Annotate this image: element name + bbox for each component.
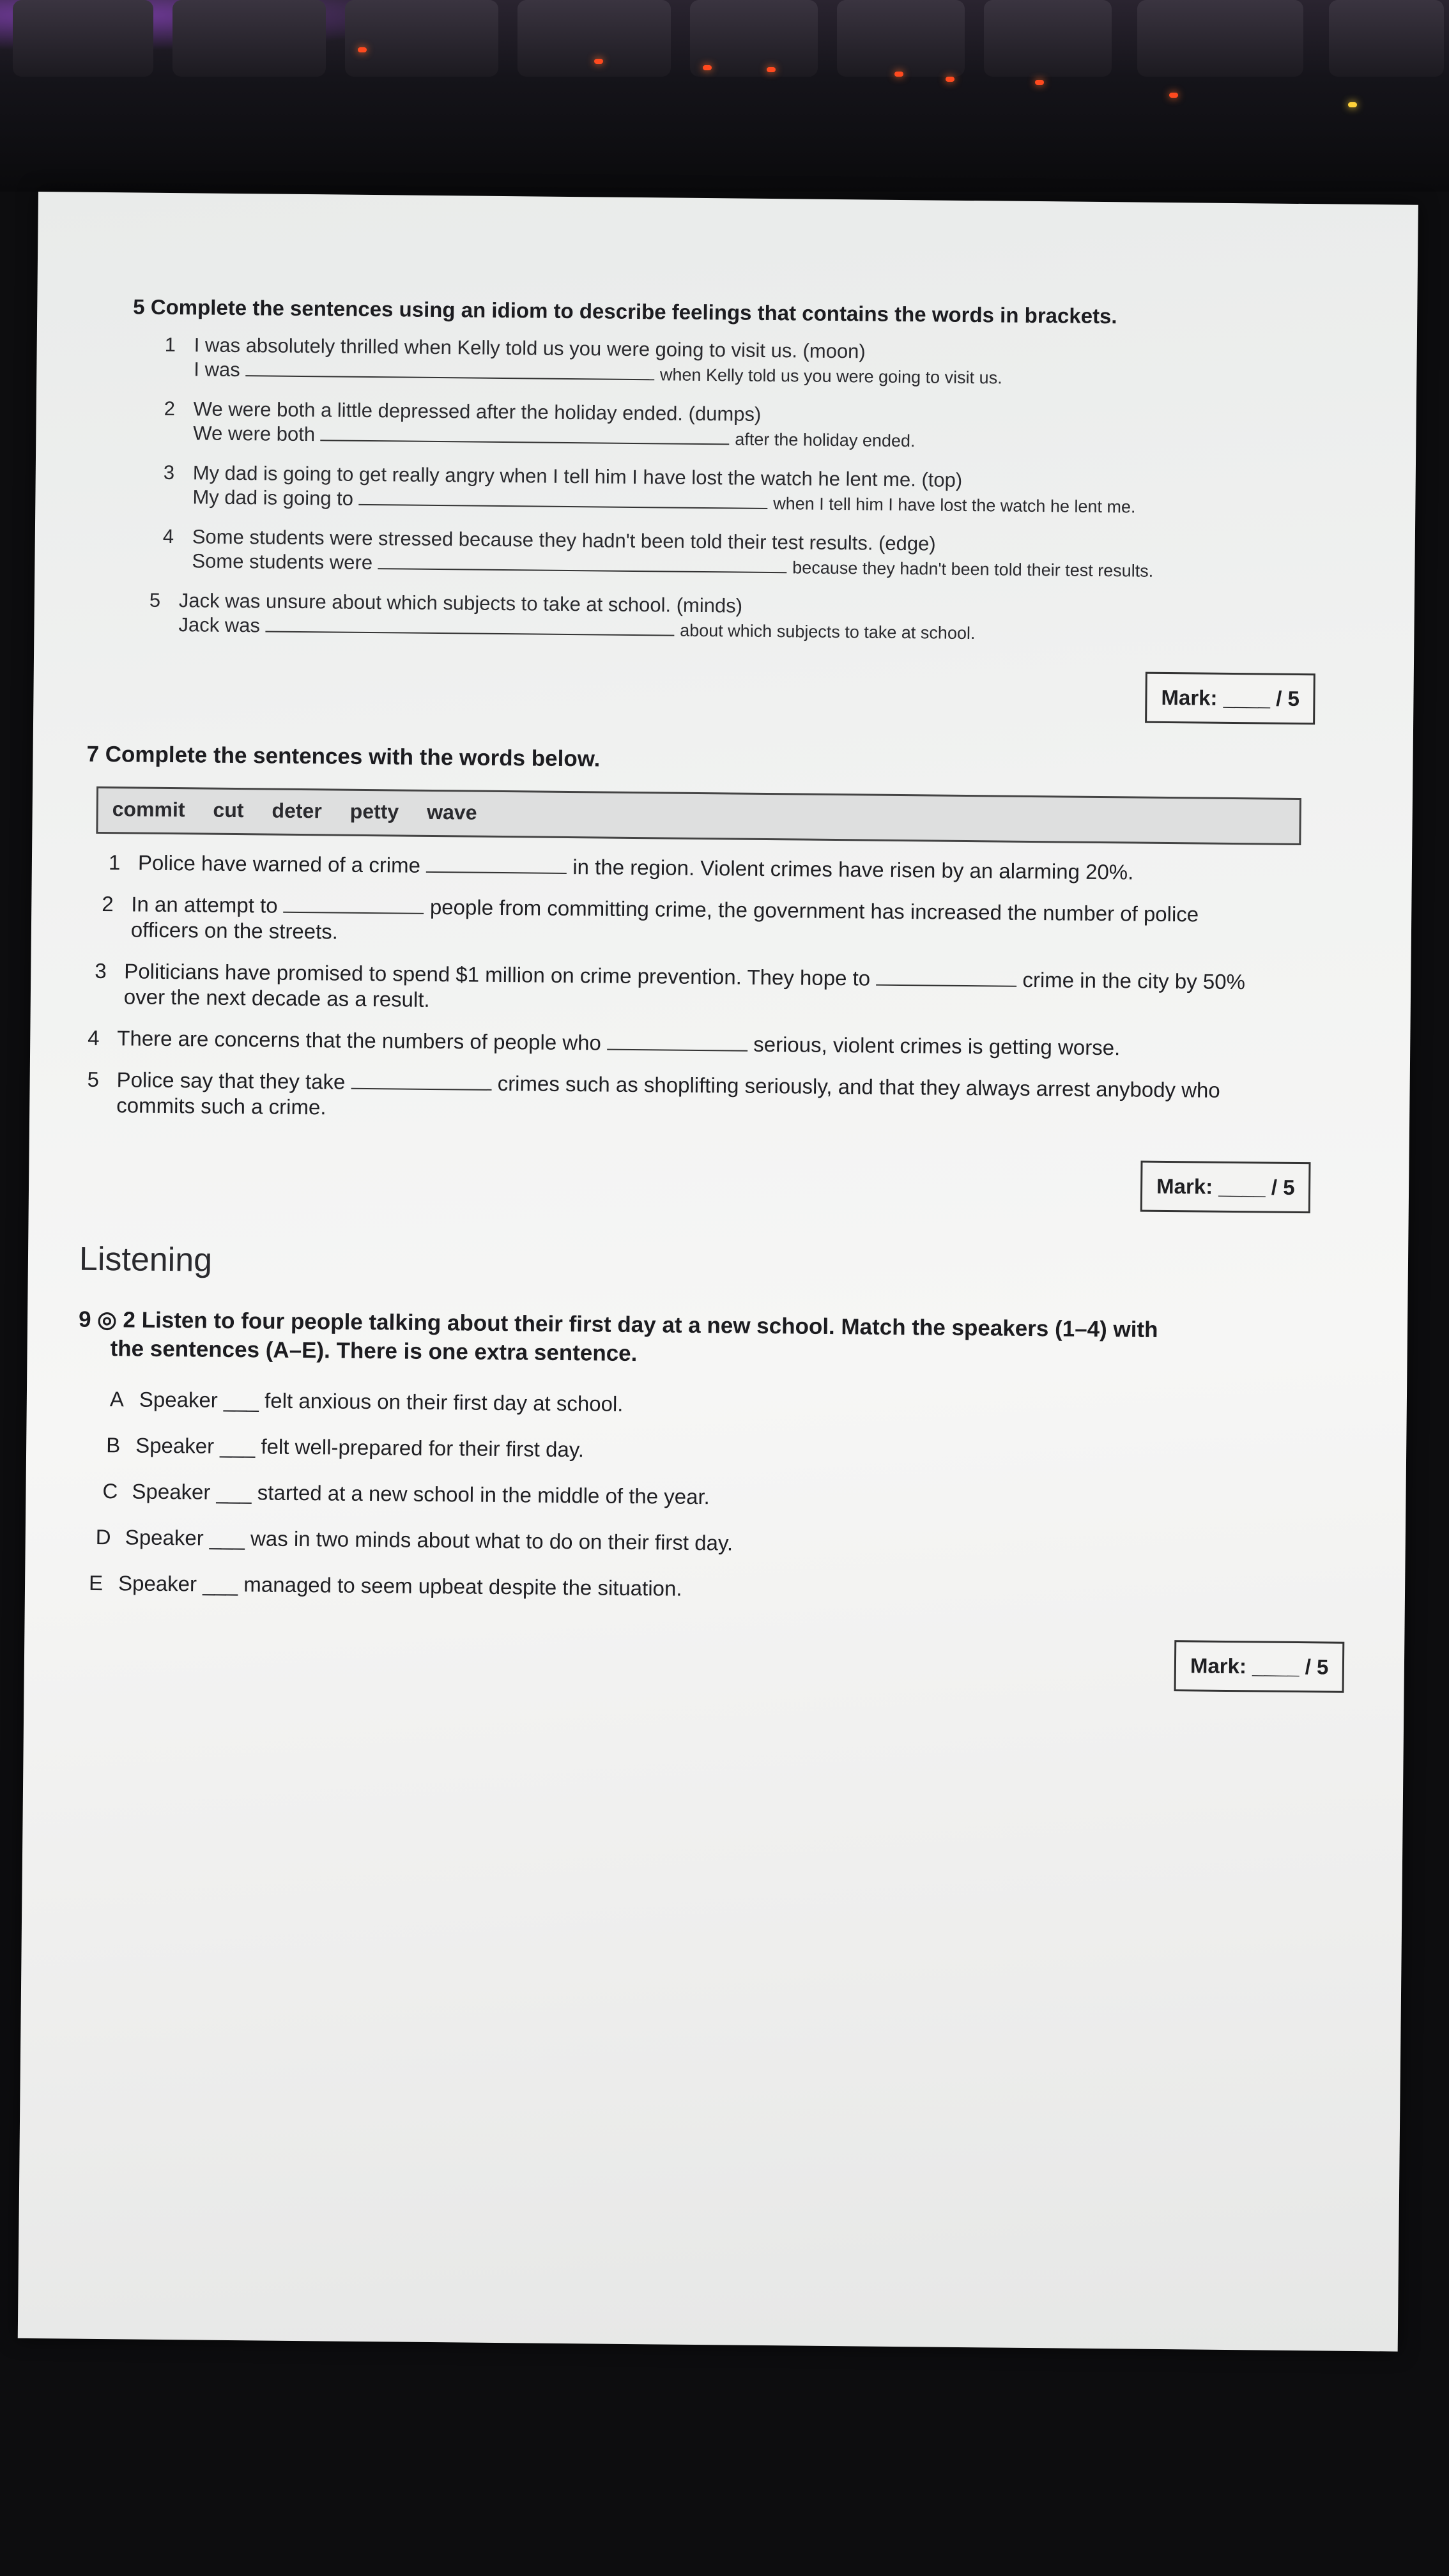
- answer-blank[interactable]: [607, 1049, 747, 1052]
- ex5-item-1: 1 I was absolutely thrilled when Kelly told us you were going to visit us. (moon): [164, 333, 866, 363]
- key: [1329, 0, 1444, 77]
- ex5-item-5-answer: Jack was about which subjects to take at school.: [178, 613, 976, 643]
- key-light: [1169, 93, 1178, 98]
- key-light: [1348, 102, 1357, 107]
- answer-blank[interactable]: [426, 871, 567, 874]
- ex7-item-3: 3 Politicians have promised to spend $1 million on crime prevention. They hope to crime in the city by 50%: [95, 958, 1246, 994]
- ex7-item-3-cont: over the next decade as a result.: [123, 985, 430, 1011]
- key: [1137, 0, 1303, 77]
- key-light: [1035, 80, 1044, 85]
- answer-blank[interactable]: [321, 440, 730, 445]
- ex5-header: 5 Complete the sentences using an idiom to describe feelings that contains the words in brackets.: [133, 295, 1117, 328]
- ex5-item-5: 5 Jack was unsure about which subjects to take at school. (minds): [149, 588, 743, 617]
- ex9-header-line2: the sentences (A–E). There is one extra sentence.: [110, 1336, 638, 1367]
- ex5-item-1-answer: I was when Kelly told us you were going to visit us.: [194, 358, 1002, 388]
- word-commit: commit: [112, 797, 185, 822]
- ex9-item-b: B Speaker ___ felt well-prepared for their first day.: [105, 1433, 585, 1462]
- word-wave: wave: [427, 800, 477, 824]
- answer-blank[interactable]: [351, 1088, 491, 1091]
- key: [345, 0, 498, 77]
- word-petty: petty: [349, 799, 399, 824]
- ex7-item-5-cont: commits such a crime.: [116, 1093, 326, 1119]
- ex5-item-4: 4 Some students were stressed because they hadn't been told their test results. (edge): [162, 525, 936, 555]
- word-cut: cut: [213, 798, 244, 822]
- ex9-mark-box[interactable]: Mark: ____ / 5: [1174, 1640, 1345, 1693]
- key: [172, 0, 326, 77]
- ex7-word-box: [96, 786, 1301, 845]
- ex7-item-1: 1 Police have warned of a crime in the region. Violent crimes have risen by an alarming 20%.: [108, 850, 1134, 884]
- key-light: [358, 47, 367, 52]
- word-deter: deter: [272, 799, 322, 823]
- ex9-item-d: D Speaker ___ was in two minds about what to do on their first day.: [95, 1524, 733, 1555]
- key-light: [703, 65, 712, 70]
- answer-blank[interactable]: [284, 912, 424, 914]
- ex9-item-e: E Speaker ___ managed to seem upbeat despite the situation.: [88, 1570, 682, 1600]
- ex9-header-line1: 9 ◎ 2 Listen to four people talking about their first day at a new school. Match the speakers (1–4) with: [78, 1307, 1158, 1342]
- keyboard-background: [0, 0, 1449, 192]
- ex7-item-4: 4 There are concerns that the numbers of people who serious, violent crimes is getting worse.: [88, 1025, 1121, 1060]
- answer-blank[interactable]: [378, 568, 787, 573]
- listening-title: Listening: [79, 1240, 213, 1279]
- ex7-item-5: 5 Police say that they take crimes such as shoplifting seriously, and that they always arrest anybody who: [87, 1067, 1220, 1102]
- key-light: [946, 77, 954, 82]
- ex5-item-3: 3 My dad is going to get really angry when I tell him I have lost the watch he lent me. (top): [163, 461, 963, 491]
- ex5-item-2-answer: We were both after the holiday ended.: [193, 422, 916, 451]
- ex7-item-2: 2 In an attempt to people from committing crime, the government has increased the number of police: [102, 892, 1199, 926]
- ex5-item-3-answer: My dad is going to when I tell him I have lost the watch he lent me.: [192, 486, 1136, 517]
- ex5-item-4-answer: Some students were because they hadn't been told their test results.: [192, 549, 1154, 581]
- ex9-item-c: C Speaker ___ started at a new school in the middle of the year.: [102, 1479, 710, 1509]
- key-light: [767, 67, 776, 72]
- answer-blank[interactable]: [876, 985, 1016, 987]
- ex7-mark-box[interactable]: Mark: ____ / 5: [1140, 1161, 1311, 1214]
- key: [13, 0, 153, 77]
- ex5-mark-box[interactable]: Mark: ____ / 5: [1145, 672, 1315, 725]
- ex5-item-2: 2 We were both a little depressed after the holiday ended. (dumps): [164, 397, 762, 425]
- key-light: [894, 72, 903, 77]
- ex9-item-a: A Speaker ___ felt anxious on their first day at school.: [109, 1387, 624, 1416]
- key-light: [594, 59, 603, 64]
- worksheet-page: [18, 192, 1418, 2352]
- ex7-header: 7 Complete the sentences with the words below.: [86, 741, 601, 772]
- answer-blank[interactable]: [359, 504, 768, 509]
- answer-blank[interactable]: [245, 375, 654, 380]
- key: [837, 0, 965, 77]
- key: [518, 0, 671, 77]
- answer-blank[interactable]: [266, 631, 675, 636]
- ex7-item-2-cont: officers on the streets.: [130, 917, 339, 944]
- key: [984, 0, 1112, 77]
